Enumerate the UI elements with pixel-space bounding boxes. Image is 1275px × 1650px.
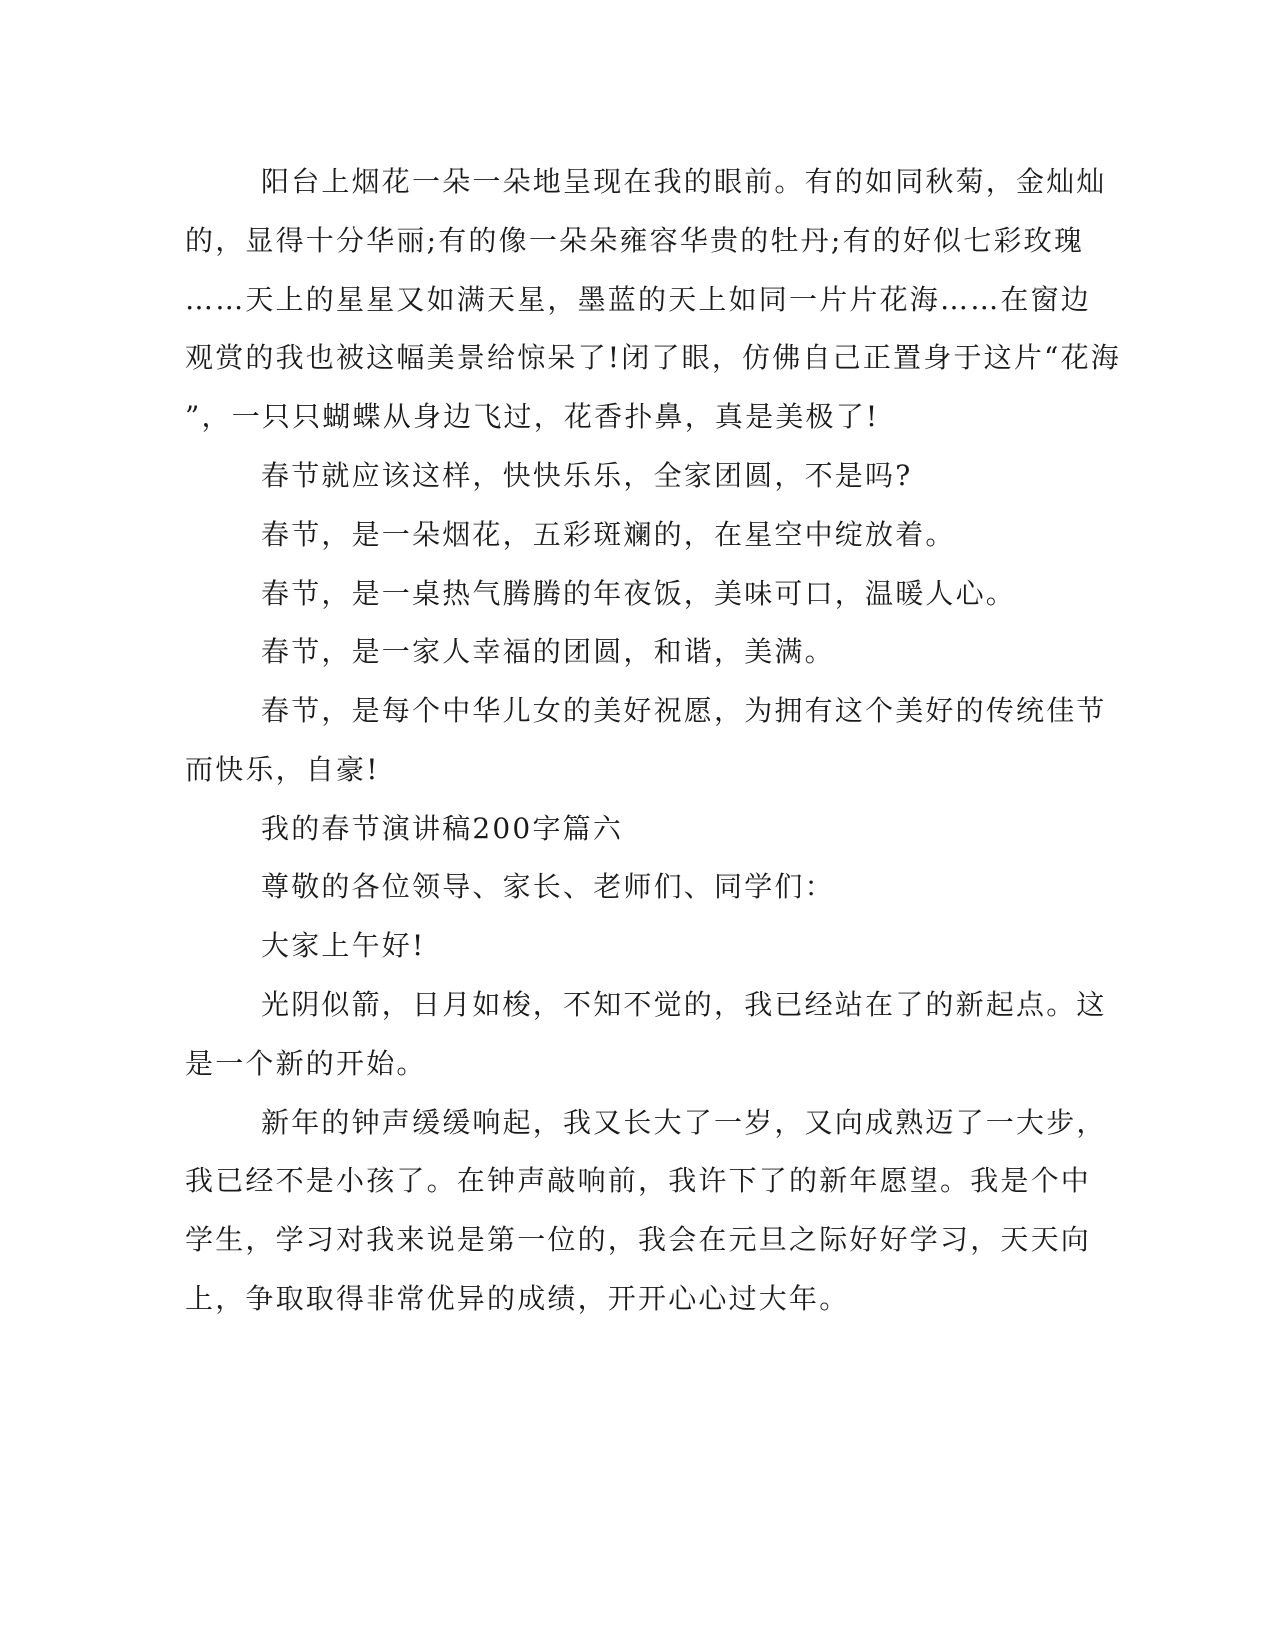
salutation: 尊敬的各位领导、家长、老师们、同学们： <box>261 870 835 903</box>
paragraph-7-line-2: 是一个新的开始。 <box>185 1047 427 1080</box>
paragraph-1-line-3: ……天上的星星又如满天星，墨蓝的天上如同一片片花海……在窗边 <box>185 283 1092 316</box>
paragraph-5: 春节，是一家人幸福的团圆，和谐，美满。 <box>261 635 835 668</box>
paragraph-8-line-4: 上，争取取得非常优异的成绩，开开心心过大年。 <box>185 1282 850 1315</box>
paragraph-4: 春节，是一桌热气腾腾的年夜饭，美味可口，温暖人心。 <box>261 577 1017 610</box>
paragraph-6-line-2: 而快乐，自豪! <box>185 753 380 786</box>
paragraph-7-line-1: 光阴似箭，日月如梭，不知不觉的，我已经站在了的新起点。这 <box>261 988 1107 1021</box>
greeting: 大家上午好! <box>261 929 426 962</box>
paragraph-8-line-2: 我已经不是小孩了。在钟声敲响前，我许下了的新年愿望。我是个中 <box>185 1164 1092 1197</box>
paragraph-2: 春节就应该这样，快快乐乐，全家团圆，不是吗? <box>261 459 913 492</box>
paragraph-1-line-1: 阳台上烟花一朵一朵地呈现在我的眼前。有的如同秋菊，金灿灿 <box>261 165 1107 198</box>
paragraph-1-line-5: ”，一只只蝴蝶从身边飞过，花香扑鼻，真是美极了! <box>185 400 880 433</box>
paragraph-1-line-4: 观赏的我也被这幅美景给惊呆了!闭了眼，仿佛自己正置身于这片“花海 <box>185 341 1121 374</box>
section-heading: 我的春节演讲稿200字篇六 <box>261 812 624 845</box>
paragraph-8-line-3: 学生，学习对我来说是第一位的，我会在元旦之际好好学习，天天向 <box>185 1223 1092 1256</box>
paragraph-8-line-1: 新年的钟声缓缓响起，我又长大了一岁，又向成熟迈了一大步， <box>261 1106 1107 1139</box>
paragraph-3: 春节，是一朵烟花，五彩斑斓的，在星空中绽放着。 <box>261 518 956 551</box>
paragraph-1-line-2: 的，显得十分华丽;有的像一朵朵雍容华贵的牡丹;有的好似七彩玫瑰 <box>185 224 1085 257</box>
paragraph-6-line-1: 春节，是每个中华儿女的美好祝愿，为拥有这个美好的传统佳节 <box>261 694 1107 727</box>
